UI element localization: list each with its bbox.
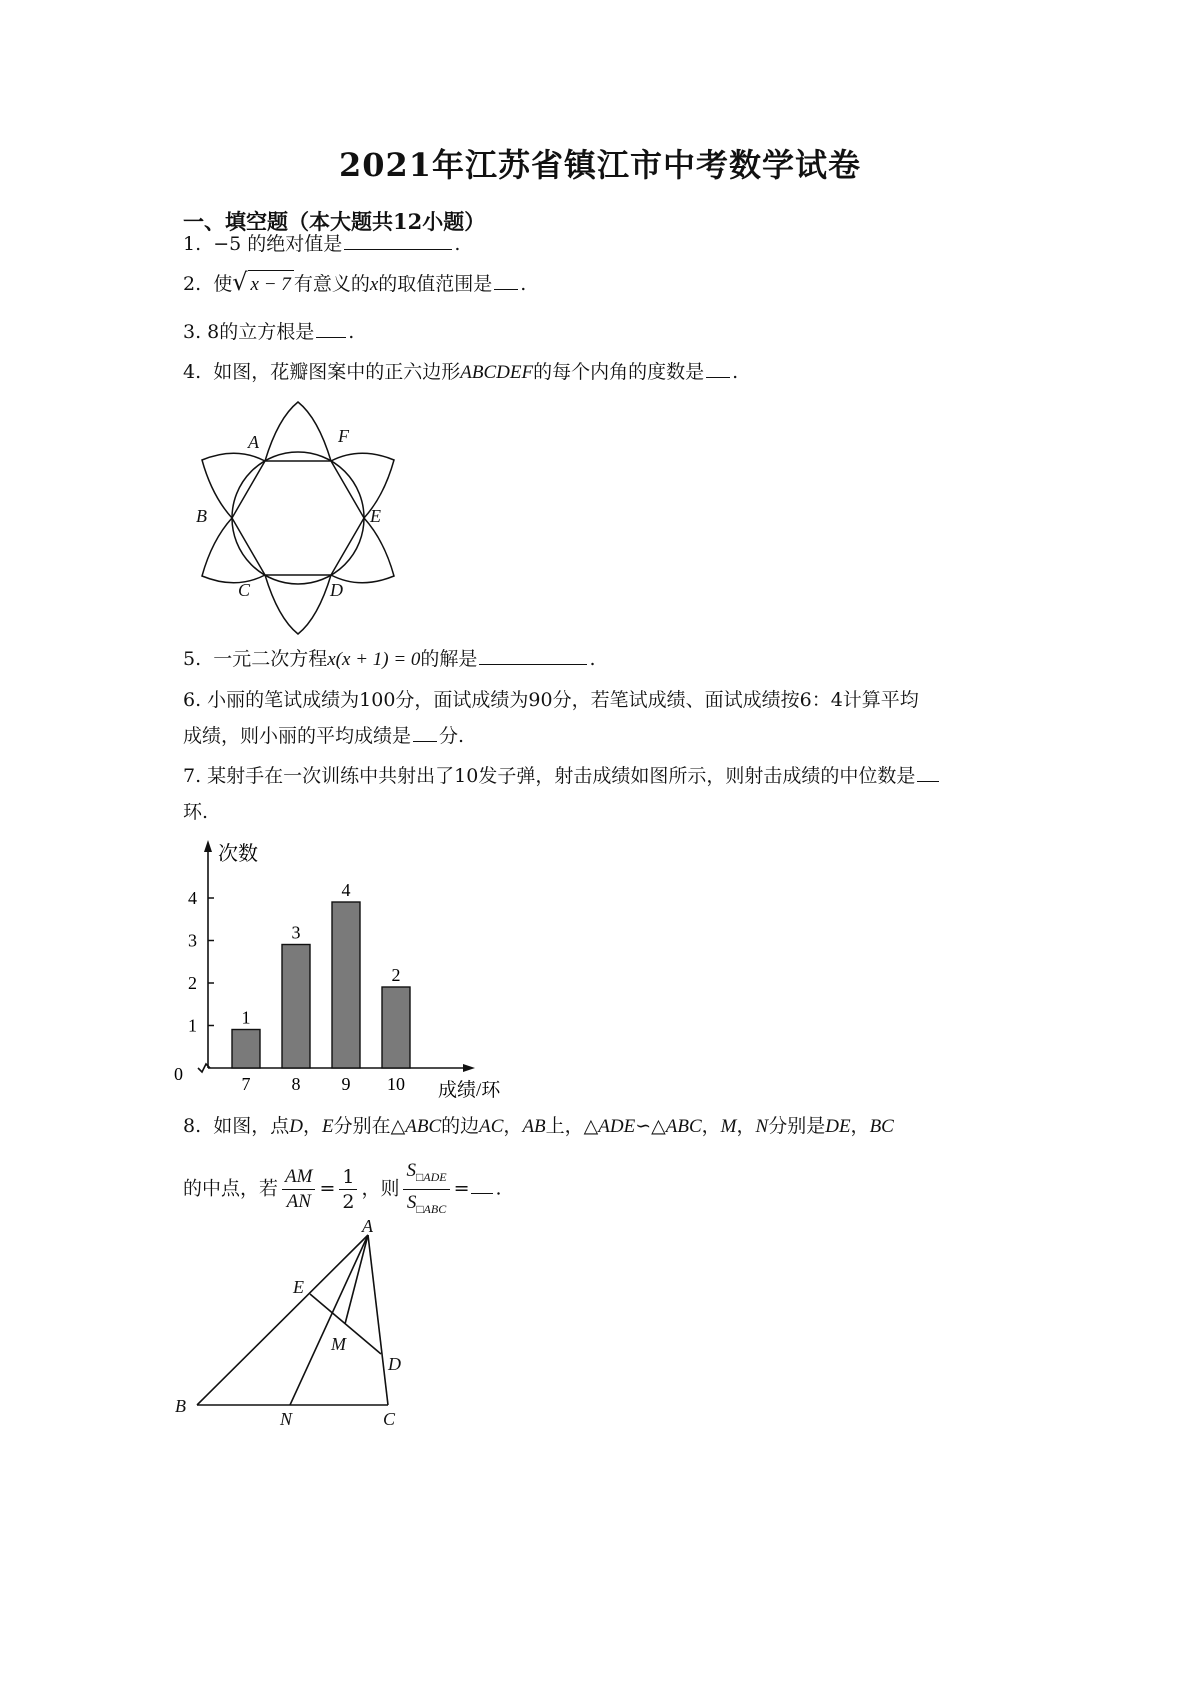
answer-blank[interactable] — [706, 359, 730, 378]
q8-sep: ， — [850, 1115, 870, 1137]
q8-pre: 如图，点 — [213, 1115, 290, 1137]
score-bar-chart — [174, 838, 540, 1101]
question-7-line2: 环. — [183, 801, 209, 823]
fraction-am-an — [282, 1165, 315, 1214]
answer-blank[interactable] — [471, 1175, 493, 1194]
label-E: E — [293, 1277, 304, 1297]
y-tick-label: 3 — [188, 930, 197, 951]
circle — [232, 452, 364, 584]
label-A: A — [362, 1216, 373, 1236]
answer-blank[interactable] — [494, 271, 518, 290]
answer-blank[interactable] — [917, 763, 939, 782]
segment-AC — [368, 1235, 388, 1405]
answer-blank[interactable] — [413, 723, 437, 742]
x-tick-label: 9 — [341, 1074, 351, 1094]
question-5 — [183, 645, 595, 674]
question-6-line2 — [183, 722, 464, 750]
q8-text: 分别在△ — [333, 1115, 406, 1137]
frac-num: 1 — [339, 1165, 357, 1190]
y-tick-label: 2 — [188, 973, 197, 993]
label-N: N — [280, 1409, 293, 1429]
triangle-figure — [175, 1216, 435, 1440]
q8-sep: ， — [503, 1115, 523, 1137]
q1-end: . — [454, 233, 461, 255]
q2-num: 2. — [183, 273, 202, 295]
bar — [332, 902, 360, 1068]
question-8-line1 — [183, 1112, 894, 1141]
bar — [232, 1030, 260, 1069]
q4-num: 4. — [183, 361, 202, 383]
y-axis-label: 次数 — [218, 843, 258, 865]
q8-text: 分别是 — [768, 1115, 826, 1137]
q6-line2: 成绩，则小丽的平均成绩是 — [183, 725, 412, 747]
q8-sep: ， — [701, 1115, 721, 1137]
q8-var-abc: ABC — [405, 1116, 442, 1137]
page-title: 2021年江苏省镇江市中考数学试卷 — [338, 146, 862, 184]
q8-line2-pre: 的中点，若 — [183, 1177, 279, 1200]
frac-num-s: S — [406, 1160, 416, 1181]
frac-den-sub: □ABC — [416, 1201, 447, 1216]
q2-end: . — [520, 273, 527, 295]
radical-sign: √ — [232, 268, 248, 296]
q3-end: . — [348, 321, 355, 343]
label-B: B — [175, 1396, 186, 1416]
frac-den-s: S — [406, 1191, 417, 1213]
q8-var-bc: BC — [869, 1116, 894, 1137]
equals: = — [453, 1177, 470, 1200]
q5-num: 5. — [183, 648, 202, 670]
hexagon — [232, 461, 364, 575]
q2-var: x — [369, 274, 379, 295]
label-D: D — [330, 580, 343, 600]
q4-var: ABCDEF — [460, 362, 534, 383]
q8-text: 的边 — [441, 1115, 480, 1137]
q8-var-m: M — [720, 1116, 737, 1137]
question-6-line1: 6. 小丽的笔试成绩为100分，面试成绩为90分，若笔试成绩、面试成绩按6：4计算平均 — [183, 689, 919, 711]
q1-text: 的绝对值是 — [247, 233, 343, 255]
x-tick-label: 8 — [291, 1074, 301, 1094]
x-axis-arrow — [463, 1064, 475, 1072]
frac-den: 2 — [342, 1190, 355, 1213]
q8-var-d: D — [289, 1116, 303, 1137]
fraction-one-half — [339, 1165, 357, 1214]
q4-pre: 如图，花瓣图案中的正六边形 — [213, 361, 461, 383]
question-3 — [183, 318, 354, 346]
q2-post: 的取值范围是 — [378, 273, 493, 295]
label-B: B — [196, 506, 207, 526]
q5-equation: x(x + 1) = 0 — [327, 649, 421, 670]
q4-end: . — [732, 361, 739, 383]
bar-data-label: 3 — [291, 922, 301, 943]
q8-var-de: DE — [825, 1116, 851, 1137]
bar-data-label: 2 — [391, 965, 401, 985]
q8-then: ，则 — [361, 1177, 400, 1200]
segment-AN — [290, 1235, 368, 1405]
question-1 — [183, 230, 460, 258]
q5-pre: 一元二次方程 — [213, 648, 328, 670]
question-8-line2 — [183, 1158, 502, 1221]
q8-var-ade: ADE — [598, 1116, 636, 1137]
section-heading: 一、填空题（本大题共12小题） — [183, 209, 486, 234]
question-4 — [183, 358, 738, 387]
petal-top-left — [202, 453, 265, 518]
q8-var-ac: AC — [479, 1116, 504, 1137]
segment-AB — [197, 1235, 368, 1405]
bar-data-label: 1 — [241, 1007, 251, 1028]
q8-num: 8. — [183, 1115, 202, 1137]
y-axis-arrow — [204, 840, 212, 852]
q7-line1: 7. 某射手在一次训练中共射出了10发子弹，射击成绩如图所示，则射击成绩的中位数是 — [183, 765, 916, 787]
y-tick-label: 4 — [188, 888, 197, 908]
label-C: C — [238, 580, 251, 600]
petal-bottom-right — [331, 518, 394, 583]
origin-label: 0 — [174, 1064, 183, 1084]
label-A: A — [248, 432, 259, 452]
answer-blank[interactable] — [479, 646, 587, 665]
q1-num: 1. — [183, 233, 202, 255]
x-axis-label: 成绩/环 — [438, 1080, 501, 1101]
answer-blank[interactable] — [316, 319, 346, 338]
q4-post: 的每个内角的度数是 — [533, 361, 705, 383]
q8-sep: ， — [302, 1115, 322, 1137]
q8-end: . — [495, 1177, 502, 1200]
label-F: F — [338, 426, 349, 446]
q2-mid: 有意义的 — [293, 273, 370, 295]
q2-radicand: x − 7 — [248, 270, 294, 299]
q3-text: 3. 8的立方根是 — [183, 321, 315, 343]
q1-value: −5 — [213, 233, 242, 255]
q2-pre: 使 — [213, 273, 233, 295]
label-D: D — [388, 1354, 401, 1374]
bar — [382, 987, 410, 1068]
petal-bottom-left — [202, 518, 265, 583]
q8-var-ab: AB — [522, 1116, 546, 1137]
q8-text: 上，△ — [545, 1115, 599, 1137]
question-7-line1 — [183, 762, 941, 790]
q6-end: 分. — [439, 725, 465, 747]
q5-end: . — [589, 648, 596, 670]
equals: = — [319, 1177, 336, 1200]
q8-similar: ∽△ — [635, 1115, 666, 1137]
frac-den: AN — [286, 1190, 311, 1212]
y-tick-label: 1 — [188, 1015, 197, 1036]
fraction-area-ratio — [403, 1158, 449, 1221]
q8-var-e: E — [322, 1116, 334, 1137]
q8-sep: ， — [736, 1115, 756, 1137]
label-M: M — [331, 1334, 346, 1354]
label-C: C — [383, 1409, 396, 1429]
petal-top-right — [331, 453, 394, 518]
label-E: E — [370, 506, 381, 526]
q5-post: 的解是 — [420, 648, 478, 670]
answer-blank[interactable] — [344, 231, 452, 250]
q8-var-n: N — [755, 1116, 769, 1137]
hexagon-petal-figure — [180, 398, 420, 638]
frac-num: AM — [282, 1165, 315, 1190]
bar-data-label: 4 — [341, 880, 351, 900]
x-tick-label: 10 — [387, 1074, 405, 1094]
question-2 — [183, 270, 526, 299]
q8-var-abc: ABC — [665, 1116, 702, 1137]
bar — [282, 945, 310, 1069]
x-tick-label: 7 — [241, 1074, 251, 1094]
frac-num-sub: □ADE — [415, 1169, 447, 1184]
